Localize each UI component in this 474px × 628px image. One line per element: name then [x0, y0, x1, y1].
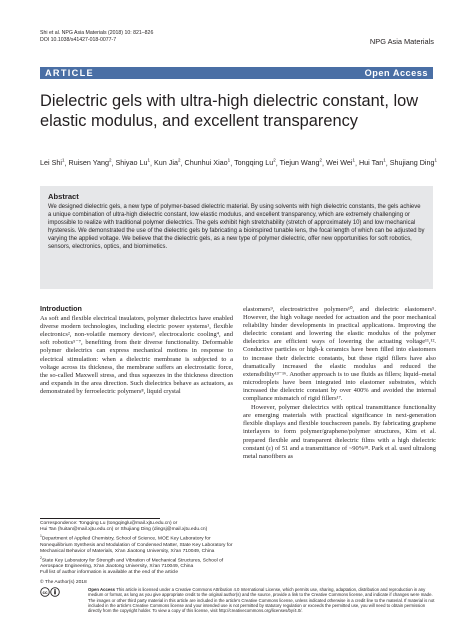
intro-paragraph-1: As soft and flexible electrical insulators, polymer dielectrics have enabled diverse modern technologies, including electric power systems¹, flexible electronics², non-volatile memory devices³, electrocaloric cooling⁴, and soft robotics⁵⁻⁷, benefiting from their diverse functionality. Deformable polymer dielectrics can express mechanical motions in response to electrical stimulation: when a dielectric membrane is subjected to a voltage across its thickness, the membrane suffers an electrostatic force, the so-called Maxwell stress, and thus squeezes in the thickness direction and expands in the area direction. Such dielectrics behave as actuators, as demonstrated by ferroelectric polymers⁸, liquid crystal — [40, 315, 233, 395]
affiliation-note: Full list of author information is available at the end of the article — [40, 570, 179, 576]
author-name-text: Shiyao Lu — [115, 158, 148, 168]
author-name — [359, 158, 386, 167]
author-affiliation-mark: 2 — [177, 158, 181, 163]
author-name — [280, 158, 322, 167]
article-title: Dielectric gels with ultra-high dielectric constant, low elastic modulus, and excellent transparency — [40, 92, 419, 130]
intro-paragraph-2: However, polymer dielectrics with optical transmittance functionality are emerging materials with practical significance in next-generation flexible displays and flexible touchscreen panels. By fabricating graphene interlayers to form polymer/graphene/polymer structures, Kim et al. prepared flexible and transparent dielectric films with a high dielectric constant (ε) of 51 and a transmittance of ~90%¹⁸. Park et al. used ultralong metal nanofibers as — [243, 404, 436, 460]
affiliation-2: $^2$State Key Laboratory for Strength and Vibration of Mechanical Structures, School of Aerospace Engineering, Xi'an Jiaotong University, Xi'an 710049, China — [40, 555, 224, 570]
author-name-text: Wei Wei — [325, 158, 353, 168]
correspondence-line-2: Hui Tan (huitan@mail.xjtu.edu.cn) or Shujiang Ding (dingsj@mail.xjtu.edu.cn) — [40, 527, 208, 532]
author-name — [154, 158, 181, 167]
author-name-text: Lei Shi — [40, 158, 62, 168]
author-list: Lei Shi$^1$, Ruisen Yang$^2$, Shiyao Lu$^1$, Kun Jia$^2$, Chunhui Xiao$^1$, Tongqing Lu$^2$, Tiejun Wang$^2$, Wei Wei$^1$, Hui Tan$^1$, Shujiang Ding$^1$ — [40, 158, 438, 168]
affiliation-1: $^1$Department of Applied Chemistry, School of Science, MOE Key Laboratory for Nonequilibrium Synthesis and Modulation of Condensed Matter, State Key Laboratory for Mechanical Behavior of Materials, Xi'an Jiaotong University, Xi'an 710049, China — [40, 534, 233, 554]
citation-line: Shi et al. NPG Asia Materials (2018) 10: 821–826 — [40, 30, 154, 36]
intro-paragraph-1-cont: elastomers⁹, electrostrictive polymers¹⁰, and dielectric elastomers⁵. However, the high voltage needed for actuation and the poor mechanical reliability hinder developments in practical applications. Improving the dielectric constant and lowering the elastic modulus of the polymer dielectrics are efficient ways of lowering the actuating voltage¹¹,¹². Conductive particles or high-k ceramics have been filled into elastomers to increase their dielectric constants, but these rigid fillers have also dramatically increased the elastic modulus and reduced the extensibility¹³⁻¹⁶. Another approach is to use fluids as fillers; liquid–metal microdroplets have been integrated into elastomer substrates, which increased the dielectric constant by over 400% and avoided the internal compliance mismatch of rigid fillers¹⁷. — [243, 306, 436, 403]
journal-name: NPG Asia Materials — [369, 37, 434, 46]
footnotes — [40, 521, 240, 576]
author-name-text: Kun Jia — [154, 158, 178, 168]
abstract-box — [40, 186, 433, 289]
abstract-text: We designed dielectric gels, a new type of polymer-based dielectric material. By using solvents with high dielectric constants, the gels achieve a unique combination of ultra-high dielectric constant, low elastic modulus, and excellent transparency, which are extremely challenging or impossible to realize with traditional polymer dielectrics. The gels exhibit high stretchability (stretch of approximately 10) and low mechanical hysteresis. We demonstrated the use of the dielectric gels by fabricating a bioinspired tunable lens, the focal length of which can be adjusted by varying the applied voltage. We believe that the dielectric gels, as a new type of polymer dielectric, offer new opportunities for soft robotics, sensors, electronics, optics, and biomimetics. — [48, 204, 425, 250]
author-name-text: Tongqing Lu — [234, 158, 274, 168]
body-column-right — [243, 306, 436, 461]
author-affiliation-mark: 2 — [273, 158, 276, 163]
body-column-left — [40, 305, 233, 396]
author-name-text: Ruisen Yang — [68, 158, 109, 168]
author-affiliation-mark: 1 — [352, 158, 355, 163]
open-access-label: Open Access — [364, 68, 428, 78]
author-name-text: Hui Tan — [358, 158, 384, 168]
author-name — [69, 158, 112, 167]
author-affiliation-mark: 1 — [61, 158, 65, 163]
svg-text:cc: cc — [42, 589, 48, 595]
author-name-text: Tiejun Wang — [279, 158, 320, 168]
author-name — [390, 158, 437, 167]
author-name — [40, 158, 65, 167]
article-type-label: ARTICLE — [45, 68, 94, 78]
author-name — [326, 158, 355, 167]
article-banner — [40, 67, 433, 79]
license-label: Open Access — [88, 587, 116, 592]
author-affiliation-mark: 2 — [319, 158, 322, 163]
author-affiliation-mark: 2 — [109, 158, 112, 163]
abstract-heading: Abstract — [48, 192, 79, 201]
author-name — [185, 158, 231, 167]
footnote-rule — [40, 518, 160, 519]
author-name — [116, 158, 150, 167]
author-affiliation-mark: 1 — [147, 158, 150, 163]
author-affiliation-mark: 1 — [383, 158, 386, 163]
license-body: This article is licensed under a Creative Commons Attribution 4.0 International License, which permits use, sharing, adaptation, distribution and reproduction in any medium or format, as long as you give appropriate credit to the original author(s) and the source, provide a link to the Creative Commons license, and indicate if changes were made. The images or other third party material in this article are included in the article's Creative Commons license, unless indicated otherwise in a credit line to the material. If material is not included in the article's Creative Commons license and your intended use is not permitted by statutory regulation or exceeds the permitted use, you will need to obtain permission directly from the copyright holder. To view a copy of this license, visit http://creativecommons.org/licenses/by/4.0/. — [88, 587, 435, 614]
correspondence-line-1: Correspondence: Tongqing Lu (tongqinglu@mail.xjtu.edu.cn) or — [40, 521, 178, 526]
doi-link[interactable]: DOI 10.1038/s41427-018-0077-7 — [40, 37, 117, 43]
author-affiliation-mark: 1 — [227, 158, 231, 163]
affiliation-1-text: Department of Applied Chemistry, School of Science, MOE Key Laboratory for Nonequilibrium Synthesis and Modulation of Condensed Matter, State Key Laboratory for Mechanical Behavior of Materials, Xi'an Jiaotong University, Xi'an 710049, China — [40, 536, 233, 554]
creative-commons-icon — [40, 587, 80, 597]
license-text — [88, 587, 436, 613]
page-header-citation — [40, 30, 153, 44]
author-name-text: Shujiang Ding — [389, 158, 435, 168]
affiliation-2-text: State Key Laboratory for Strength and Vibration of Mechanical Structures, School of Aerospace Engineering, Xi'an Jiaotong University, Xi'an 710049, China — [40, 558, 224, 570]
section-heading-introduction: Introduction — [40, 304, 82, 313]
author-affiliation-mark: 1 — [434, 158, 438, 163]
author-name — [234, 158, 276, 167]
copyright-line: © The Author(s) 2018 — [40, 580, 87, 585]
author-name-text: Chunhui Xiao — [184, 158, 228, 168]
open-access-license — [40, 587, 436, 617]
